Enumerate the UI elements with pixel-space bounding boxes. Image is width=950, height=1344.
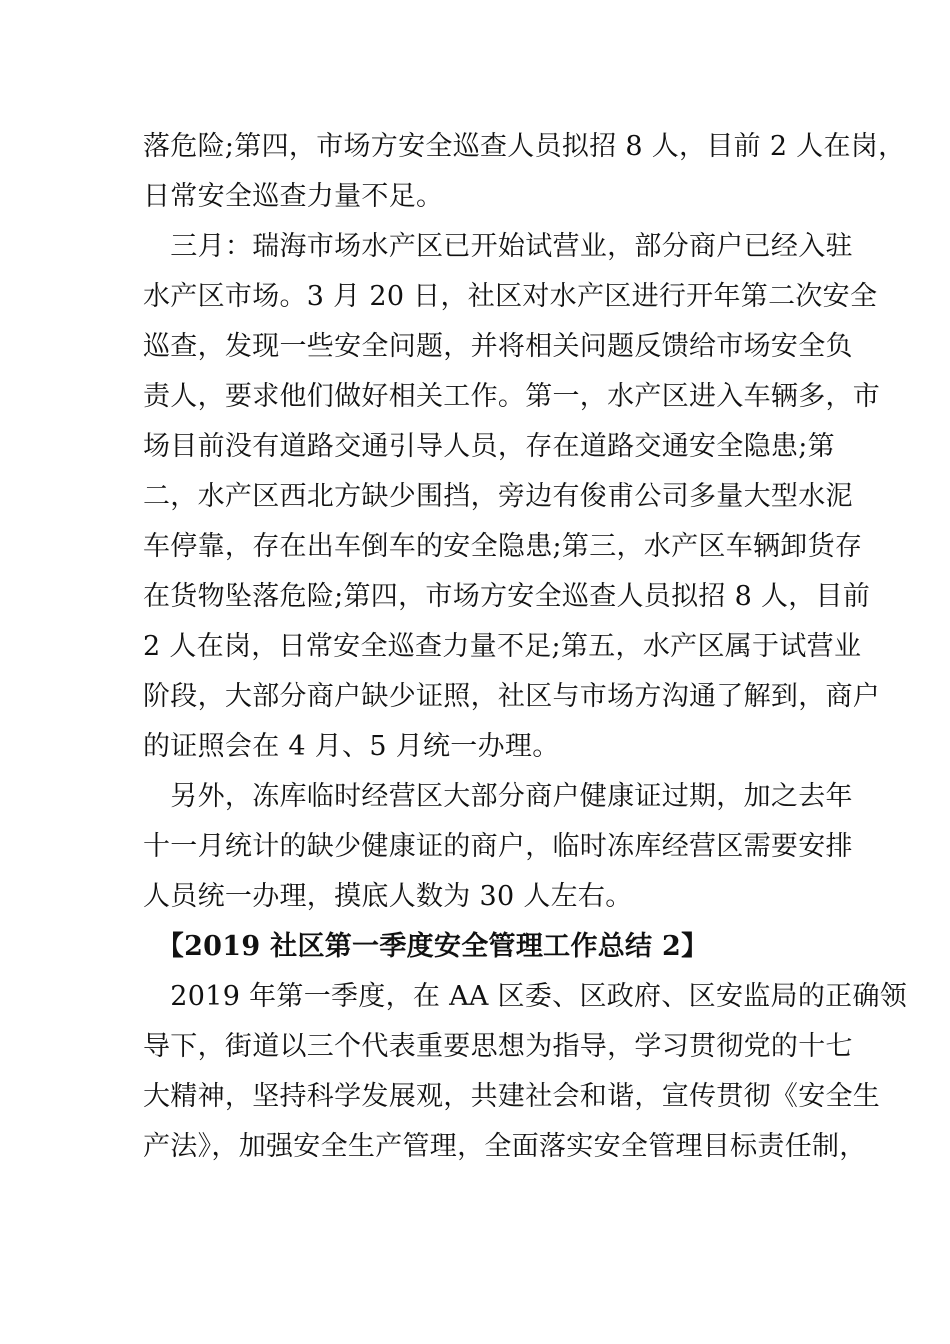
text-line: 阶段，大部分商户缺少证照，社区与市场方沟通了解到，商户 [143, 681, 881, 712]
text-line: 人员统一办理，摸底人数为 30 人左右。 [143, 881, 633, 912]
text-line: 水产区市场。3 月 20 日，社区对水产区进行开年第二次安全 [143, 281, 878, 312]
text-line: 另外，冻库临时经营区大部分商户健康证过期，加之去年 [143, 781, 853, 812]
text-line: 车停靠，存在出车倒车的安全隐患;第三，水产区车辆卸货存 [143, 531, 863, 562]
text-line: 2019 年第一季度，在 AA 区委、区政府、区安监局的正确领 [143, 981, 908, 1012]
text-line: 2 人在岗，日常安全巡查力量不足;第五，水产区属于试营业 [143, 631, 862, 662]
text-line: 巡查，发现一些安全问题，并将相关问题反馈给市场安全负 [143, 331, 853, 362]
text-line: 场目前没有道路交通引导人员，存在道路交通安全隐患;第 [143, 431, 835, 462]
section-heading: 【2019 社区第一季度安全管理工作总结 2】 [143, 931, 709, 962]
text-line: 十一月统计的缺少健康证的商户，临时冻库经营区需要安排 [143, 831, 853, 862]
text-line: 日常安全巡查力量不足。 [143, 181, 444, 212]
text-line: 的证照会在 4 月、5 月统一办理。 [143, 731, 560, 762]
text-line: 大精神，坚持科学发展观，共建社会和谐，宣传贯彻《安全生 [143, 1081, 881, 1112]
text-line: 在货物坠落危险;第四，市场方安全巡查人员拟招 8 人，目前 [143, 581, 871, 612]
text-line: 三月：瑞海市场水产区已开始试营业，部分商户已经入驻 [143, 231, 853, 262]
text-line: 导下，街道以三个代表重要思想为指导，学习贯彻党的十七 [143, 1031, 853, 1062]
text-line: 产法》，加强安全生产管理，全面落实安全管理目标责任制， [143, 1131, 867, 1162]
text-line: 二，水产区西北方缺少围挡，旁边有俊甫公司多量大型水泥 [143, 481, 853, 512]
text-line: 落危险;第四，市场方安全巡查人员拟招 8 人，目前 2 人在岗， [143, 131, 906, 162]
text-line: 责人，要求他们做好相关工作。第一，水产区进入车辆多，市 [143, 381, 881, 412]
